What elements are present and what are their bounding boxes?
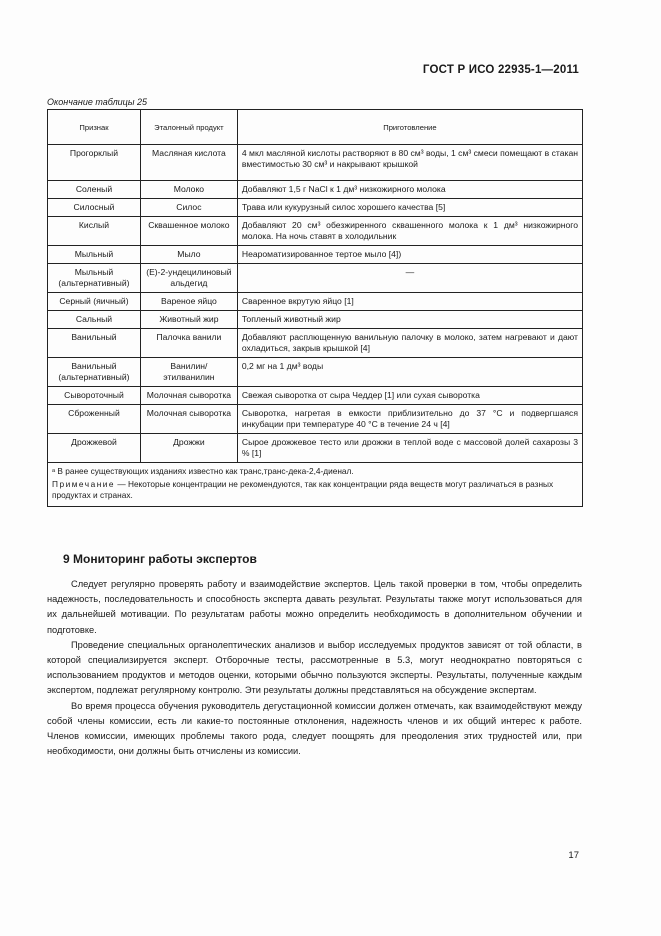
reference-cell: Дрожжи xyxy=(140,434,237,463)
reference-products-table xyxy=(47,109,583,507)
attribute-cell: Ванильный (альтернативный) xyxy=(48,358,141,387)
column-header-preparation: Приготовление xyxy=(237,110,582,145)
table-caption: Окончание таблицы 25 xyxy=(47,97,147,107)
preparation-cell: Неароматизированное тертое мыло [4]) xyxy=(237,246,582,264)
attribute-cell: Ванильный xyxy=(48,329,141,358)
attribute-cell: Сброженный xyxy=(48,405,141,434)
section-title: 9 Мониторинг работы экспертов xyxy=(63,552,257,566)
table-row xyxy=(48,199,583,217)
column-header-reference: Эталонный продукт xyxy=(140,110,237,145)
preparation-cell: Трава или кукурузный силос хорошего качества [5] xyxy=(237,199,582,217)
attribute-cell: Серный (яичный) xyxy=(48,293,141,311)
table-row xyxy=(48,405,583,434)
reference-cell: Силос xyxy=(140,199,237,217)
table-notes xyxy=(48,463,583,507)
attribute-cell: Сывороточный xyxy=(48,387,141,405)
table-row xyxy=(48,145,583,181)
table-row xyxy=(48,329,583,358)
attribute-cell: Прогорклый xyxy=(48,145,141,181)
document-standard-header: ГОСТ Р ИСО 22935-1—2011 xyxy=(422,64,579,76)
attribute-cell: Соленый xyxy=(48,181,141,199)
reference-cell: Масляная кислота xyxy=(140,145,237,181)
reference-cell: Мыло xyxy=(140,246,237,264)
reference-cell: Молочная сыворотка xyxy=(140,387,237,405)
table-note xyxy=(52,479,578,501)
reference-cell: Вареное яйцо xyxy=(140,293,237,311)
paragraph: Следует регулярно проверять работу и взаимодействие экспертов. Цель такой проверки в том, чтобы определить надежность, последовательность и способность эксперта давать результат. Результаты также могут использоваться для их дальнейшей мотивации. По результатам работы можно определить необходимость в дополнительном обучении и подготовке. xyxy=(47,579,582,635)
paragraph: Проведение специальных органолептических анализов и выбор исследуемых продуктов зависят от той области, в которой специализируется эксперт. Отборочные тесты, рассмотренные в 5.3, могут неоднократно повторяться с использованием продуктов и методов оценки, которыми обычно пользуются эксперты. Результаты, полученные каждым экспертом, подлежат регулярному контролю. Эти результаты должны представляться на обсуждение экспертам. xyxy=(47,639,582,696)
note-label: Примечание xyxy=(52,479,116,489)
table-footnote: ᵃ В ранее существующих изданиях известно как транс,транс-дека-2,4-диенал. xyxy=(52,466,354,476)
attribute-cell: Кислый xyxy=(48,217,141,246)
attribute-cell: Дрожжевой xyxy=(48,434,141,463)
section-body xyxy=(47,577,582,759)
attribute-cell: Сальный xyxy=(48,311,141,329)
reference-cell: Животный жир xyxy=(140,311,237,329)
preparation-cell: — xyxy=(237,264,582,293)
reference-cell: (E)-2-ундецилиновый альдегид xyxy=(140,264,237,293)
preparation-cell: Топленый животный жир xyxy=(237,311,582,329)
table-row xyxy=(48,181,583,199)
reference-cell: Ванилин/ этилванилин xyxy=(140,358,237,387)
preparation-cell: Добавляют 1,5 г NaCl к 1 дм³ низкожирного молока xyxy=(237,181,582,199)
table-notes-row xyxy=(48,463,583,507)
preparation-cell: Добавляют 20 см³ обезжиренного сквашенного молока к 1 дм³ низкожирного молока. На ночь ставят в холодильник xyxy=(237,217,582,246)
paragraph: Во время процесса обучения руководитель дегустационной комиссии должен отмечать, как взаимодействуют между собой члены комиссии, есть ли какие-то постоянные отклонения, надежность членов и их общий интерес к работе. Членов комиссии, имеющих проблемы такого рода, следует поощрять для преодоления этих трудностей или, при необходимости, они должны быть отчислены из комиссии. xyxy=(47,700,582,757)
table-header-row xyxy=(48,110,583,145)
attribute-cell: Мыльный xyxy=(48,246,141,264)
preparation-cell: Сырое дрожжевое тесто или дрожжи в теплой воде с массовой долей сахарозы 3 % [1] xyxy=(237,434,582,463)
reference-cell: Молоко xyxy=(140,181,237,199)
reference-cell: Палочка ванили xyxy=(140,329,237,358)
attribute-cell: Мыльный (альтернативный) xyxy=(48,264,141,293)
preparation-cell: 4 мкл масляной кислоты растворяют в 80 см³ воды, 1 см³ смеси помещают в стакан вместимостью 30 см³ и накрывают крышкой xyxy=(237,145,582,181)
preparation-cell: Добавляют расплющенную ванильную палочку в молоко, затем нагревают и дают охладиться, закрыв крышкой [4] xyxy=(237,329,582,358)
table-row xyxy=(48,311,583,329)
table-row xyxy=(48,246,583,264)
preparation-cell: Свежая сыворотка от сыра Чеддер [1] или сухая сыворотка xyxy=(237,387,582,405)
table-row xyxy=(48,264,583,293)
attribute-cell: Силосный xyxy=(48,199,141,217)
reference-cell: Молочная сыворотка xyxy=(140,405,237,434)
table-row xyxy=(48,293,583,311)
table-row xyxy=(48,217,583,246)
table-row xyxy=(48,387,583,405)
preparation-cell: Сыворотка, нагретая в емкости приблизительно до 37 °С и подвергшаяся инкубации при температуре 40 °С в течение 24 ч [4] xyxy=(237,405,582,434)
preparation-cell: 0,2 мг на 1 дм³ воды xyxy=(237,358,582,387)
preparation-cell: Сваренное вкрутую яйцо [1] xyxy=(237,293,582,311)
table-row xyxy=(48,434,583,463)
column-header-attribute: Признак xyxy=(48,110,141,145)
page-number: 17 xyxy=(568,850,579,861)
note-text: — Некоторые концентрации не рекомендуются, так как концентрации ряда веществ могут различаться в разных продуктах и странах. xyxy=(52,479,554,500)
reference-cell: Сквашенное молоко xyxy=(140,217,237,246)
table-row xyxy=(48,358,583,387)
